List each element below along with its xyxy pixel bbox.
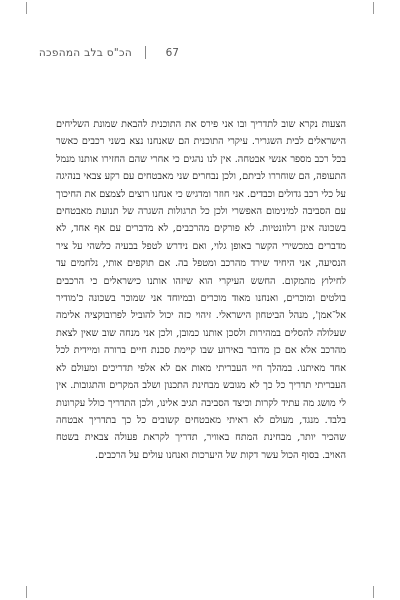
running-title: הכ"ס בלב המהפכה xyxy=(38,47,132,59)
running-header xyxy=(0,44,400,64)
crop-mark-top-right xyxy=(373,2,374,14)
crop-mark-bottom-left xyxy=(26,586,27,598)
crop-mark-bottom-right xyxy=(373,586,374,598)
page-number: 67 xyxy=(165,47,179,59)
body-paragraph: הצעות נקרא שוב לתדריך ובו אני פירס את התוכנית להבאת שמונת השליחים הישראלים לבית השגריר. עיקרי התוכנית הם שאנחנו נצא בשני רכבים כאשר בכל רכב מספר אנשי אבטחה. אין לנו נהגים כי אחרי שהם החזירו אותנו מנמל התעופה, הם שוחררו לביתם, ולכן נבחרים שני מאבטחים עם רקע צבאי בנהיגה על כלי רכב גדולים וכבדים. אני חוזר ומדגיש כי אנחנו רוצים לצמצם את החיכוך עם הסביבה למינימום האפשרי ולכן כל תרגולות השגרה של תנועת מאבטחים בשכונה אינן רלוונטיות. לא פורקים מהרכבים, לא מדברים עם אף אחד, לא מדברים במכשירי הקשר באופן גלוי, ואם נידרש לטפל בבעיה כלשהי על ציר הנסיעה, אני היחיד שירד מהרכב ומטפל בה. אם תוקפים אותי, נלחמים עד לחילוץ מהמקום. החשש העיקרי הוא שיזהו אותנו כישראלים כי הרכבים בולטים ומוכרים, ואנחנו מאוד מוכרים ובמיוחד אני שמוכר בשכונה כ'מודיר אל־אמן', מנהל הביטחון הישראלי. זיהוי כזה יכול להוביל לפרובוקציה אלימה שעלולה להסלים במהירות ולסכן אותנו כמובן, ולכן אני מנחה שוב שאין לצאת מהרכב אלא אם כן מדובר באירוע שבו קיימת סכנת חיים ברורה ומיידית לכל אחד מאיתנו. במהלך חיי העבריתי מאות אם לא אלפי תדריכים ומעולם לא העבריתי תדריך כל כך לא מגובש מבחינת התכנון ושלב המקרים והתגובות. אין לי מושג מה עתיד לקרות וכיצד הסביבה תגיב אלינו, ולכן התדריך כולל עקרונות בלבד. מנגד, מעולם לא ראיתי מאבטחים קשובים כל כך בתדריך אבטחה שהכיר יותר, מבחינת המתח באוויר, תדריך לקראת פעולה צבאית בשטח האויב. בסוף הכול עשר דקות של היערכות ואנחנו עולים על הרכבים. xyxy=(55,119,346,461)
header-divider xyxy=(145,46,146,59)
crop-mark-top-left xyxy=(26,2,27,14)
